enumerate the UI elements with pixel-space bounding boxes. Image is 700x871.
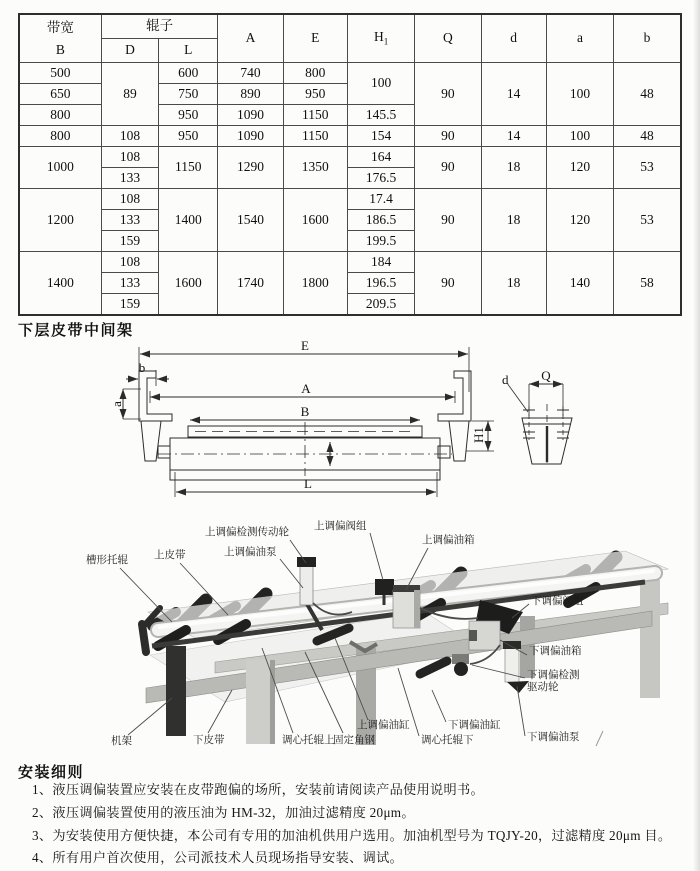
spec-cell: 108: [101, 189, 158, 210]
spec-cell: 90: [415, 252, 481, 316]
col-header-a-small: a: [546, 14, 613, 63]
spec-cell: 58: [614, 252, 681, 316]
spec-cell: 650: [19, 84, 101, 105]
spec-cell: 1150: [159, 147, 218, 189]
dim-label-h1: H1: [471, 427, 486, 443]
spec-cell: 1600: [159, 252, 218, 316]
spec-cell: 100: [347, 63, 414, 105]
dim-label-q: Q: [541, 368, 551, 383]
spec-cell: 1090: [218, 126, 283, 147]
label-upper-valve: 上调偏阀组: [314, 521, 367, 532]
spec-cell: 1200: [19, 189, 101, 252]
col-header-l: L: [159, 39, 218, 63]
spec-cell: 1090: [218, 105, 283, 126]
install-item: 3、为安装使用方便快捷，本公司有专用的加油机供用户选用。加油机型号为 TQJY-20，过滤精度 20μm 目。: [32, 828, 672, 843]
spec-cell: 120: [546, 147, 613, 189]
spec-cell: 1350: [283, 147, 347, 189]
spec-cell: 120: [546, 189, 613, 252]
col-header-bandwidth-sym: B: [55, 41, 65, 57]
col-header-q: Q: [415, 14, 481, 63]
spec-cell: 1540: [218, 189, 283, 252]
spec-cell: 184: [347, 252, 414, 273]
dim-label-b-cap: B: [300, 404, 310, 419]
table-row: [19, 63, 681, 84]
spec-cell: 53: [614, 189, 681, 252]
spec-cell: 108: [101, 126, 158, 147]
spec-cell: 209.5: [347, 294, 414, 316]
spec-cell: 890: [218, 84, 283, 105]
spec-cell: 159: [101, 231, 158, 252]
spec-cell: 48: [614, 126, 681, 147]
label-upper-belt: 上皮带: [154, 550, 186, 561]
dimension-drawing: [95, 336, 695, 514]
spec-cell: 90: [415, 147, 481, 189]
spec-cell: 800: [283, 63, 347, 84]
dim-label-l: L: [304, 476, 312, 491]
label-upper-detect-wheel: 上调偏检测传动轮: [205, 527, 289, 538]
col-header-bandwidth-cn: 带宽: [46, 19, 74, 35]
spec-cell: 14: [481, 126, 546, 147]
spec-cell: 1150: [283, 126, 347, 147]
spec-cell: 199.5: [347, 231, 414, 252]
spec-cell: 90: [415, 63, 481, 126]
spec-cell: 90: [415, 126, 481, 147]
spec-cell: 950: [283, 84, 347, 105]
dim-label-d: d: [502, 372, 509, 387]
dim-label-b: b: [138, 360, 146, 375]
col-header-b-small: b: [614, 14, 681, 63]
spec-cell: 164: [347, 147, 414, 168]
spec-cell: 17.4: [347, 189, 414, 210]
spec-cell: 53: [614, 147, 681, 189]
spec-cell: 100: [546, 126, 613, 147]
spec-cell: 159: [101, 294, 158, 316]
col-header-d-small: d: [481, 14, 546, 63]
spec-cell: 100: [546, 63, 613, 126]
dim-label-a-cap: A: [301, 381, 311, 396]
spec-cell: 145.5: [347, 105, 414, 126]
table-row: [19, 189, 681, 210]
col-header-d: D: [101, 39, 158, 63]
table-row: [19, 126, 681, 147]
spec-cell: 800: [19, 105, 101, 126]
label-fixed-angle: 固定角钢: [333, 735, 375, 746]
col-header-h1: [347, 14, 414, 63]
spec-cell: 186.5: [347, 210, 414, 231]
spec-cell: 108: [101, 252, 158, 273]
spec-cell: 176.5: [347, 168, 414, 189]
label-align-idler-upper: 调心托辊上: [282, 735, 335, 746]
label-upper-cylinder: 上调偏油缸: [357, 720, 410, 731]
label-align-idler-lower: 调心托辊下: [421, 735, 474, 746]
label-frame: 机架: [111, 736, 132, 747]
spec-cell: 154: [347, 126, 414, 147]
install-item: 4、所有用户首次使用，公司派技术人员现场指导安装、调试。: [32, 850, 404, 865]
h1-letter: H: [373, 28, 384, 44]
label-lower-detect-wheel: [527, 670, 580, 694]
spec-cell: 18: [481, 189, 546, 252]
spec-cell: 950: [159, 126, 218, 147]
spec-cell: 1150: [283, 105, 347, 126]
label-lower-tank: 下调偏油箱: [529, 646, 582, 657]
spec-cell: 18: [481, 252, 546, 316]
spec-cell: 14: [481, 63, 546, 126]
label-lower-detect-line1: 下调偏检测: [527, 670, 580, 681]
install-item: 1、液压调偏装置应安装在皮带跑偏的场所，安装前请阅读产品使用说明书。: [32, 782, 484, 797]
h1-subscript: 1: [383, 36, 389, 47]
spec-cell: 108: [101, 147, 158, 168]
spec-cell: 140: [546, 252, 613, 316]
dim-label-e: E: [301, 338, 309, 353]
spec-cell: 90: [415, 189, 481, 252]
col-header-roller: 辊子: [101, 14, 218, 39]
spec-cell: 133: [101, 273, 158, 294]
col-header-a: A: [218, 14, 283, 63]
spec-cell: 196.5: [347, 273, 414, 294]
label-lower-cylinder: 下调偏油缸: [448, 720, 501, 731]
spec-cell: 950: [159, 105, 218, 126]
spec-cell: 740: [218, 63, 283, 84]
spec-cell: 133: [101, 210, 158, 231]
dim-label-a-small: a: [109, 401, 124, 407]
spec-cell: 800: [19, 126, 101, 147]
spec-cell: 1000: [19, 147, 101, 189]
col-header-e: E: [283, 14, 347, 63]
spec-cell: 1400: [159, 189, 218, 252]
spec-cell: 18: [481, 147, 546, 189]
label-upper-tank: 上调偏油箱: [422, 535, 475, 546]
spec-cell: 89: [101, 63, 158, 126]
label-lower-detect-line2: 驱动轮: [527, 682, 559, 693]
spec-cell: 750: [159, 84, 218, 105]
table-row: [19, 252, 681, 273]
spec-cell: 500: [19, 63, 101, 84]
spec-cell: 1800: [283, 252, 347, 316]
section-title-install: 安装细则: [18, 764, 85, 781]
label-upper-pump: 上调偏油泵: [224, 547, 277, 558]
section-title-middle-frame: 下层皮带中间架: [18, 322, 134, 339]
label-lower-belt: 下皮带: [193, 735, 225, 746]
install-item: 2、液压调偏装置使用的液压油为 HM-32，加油过滤精度 20μm。: [32, 805, 415, 820]
label-trough-idler: 槽形托辊: [86, 555, 128, 566]
table-row: [19, 147, 681, 168]
spec-cell: 1740: [218, 252, 283, 316]
col-header-bandwidth: [19, 14, 101, 63]
spec-cell: 600: [159, 63, 218, 84]
spec-table: [18, 13, 682, 316]
dimension-drawing-svg: [95, 336, 695, 514]
label-lower-pump: 下调偏油泵: [527, 732, 580, 743]
spec-cell: 1400: [19, 252, 101, 316]
spec-cell: 1600: [283, 189, 347, 252]
spec-cell: 48: [614, 63, 681, 126]
label-lower-valve: 下调偏阀组: [531, 596, 584, 607]
spec-cell: 133: [101, 168, 158, 189]
spec-cell: 1290: [218, 147, 283, 189]
